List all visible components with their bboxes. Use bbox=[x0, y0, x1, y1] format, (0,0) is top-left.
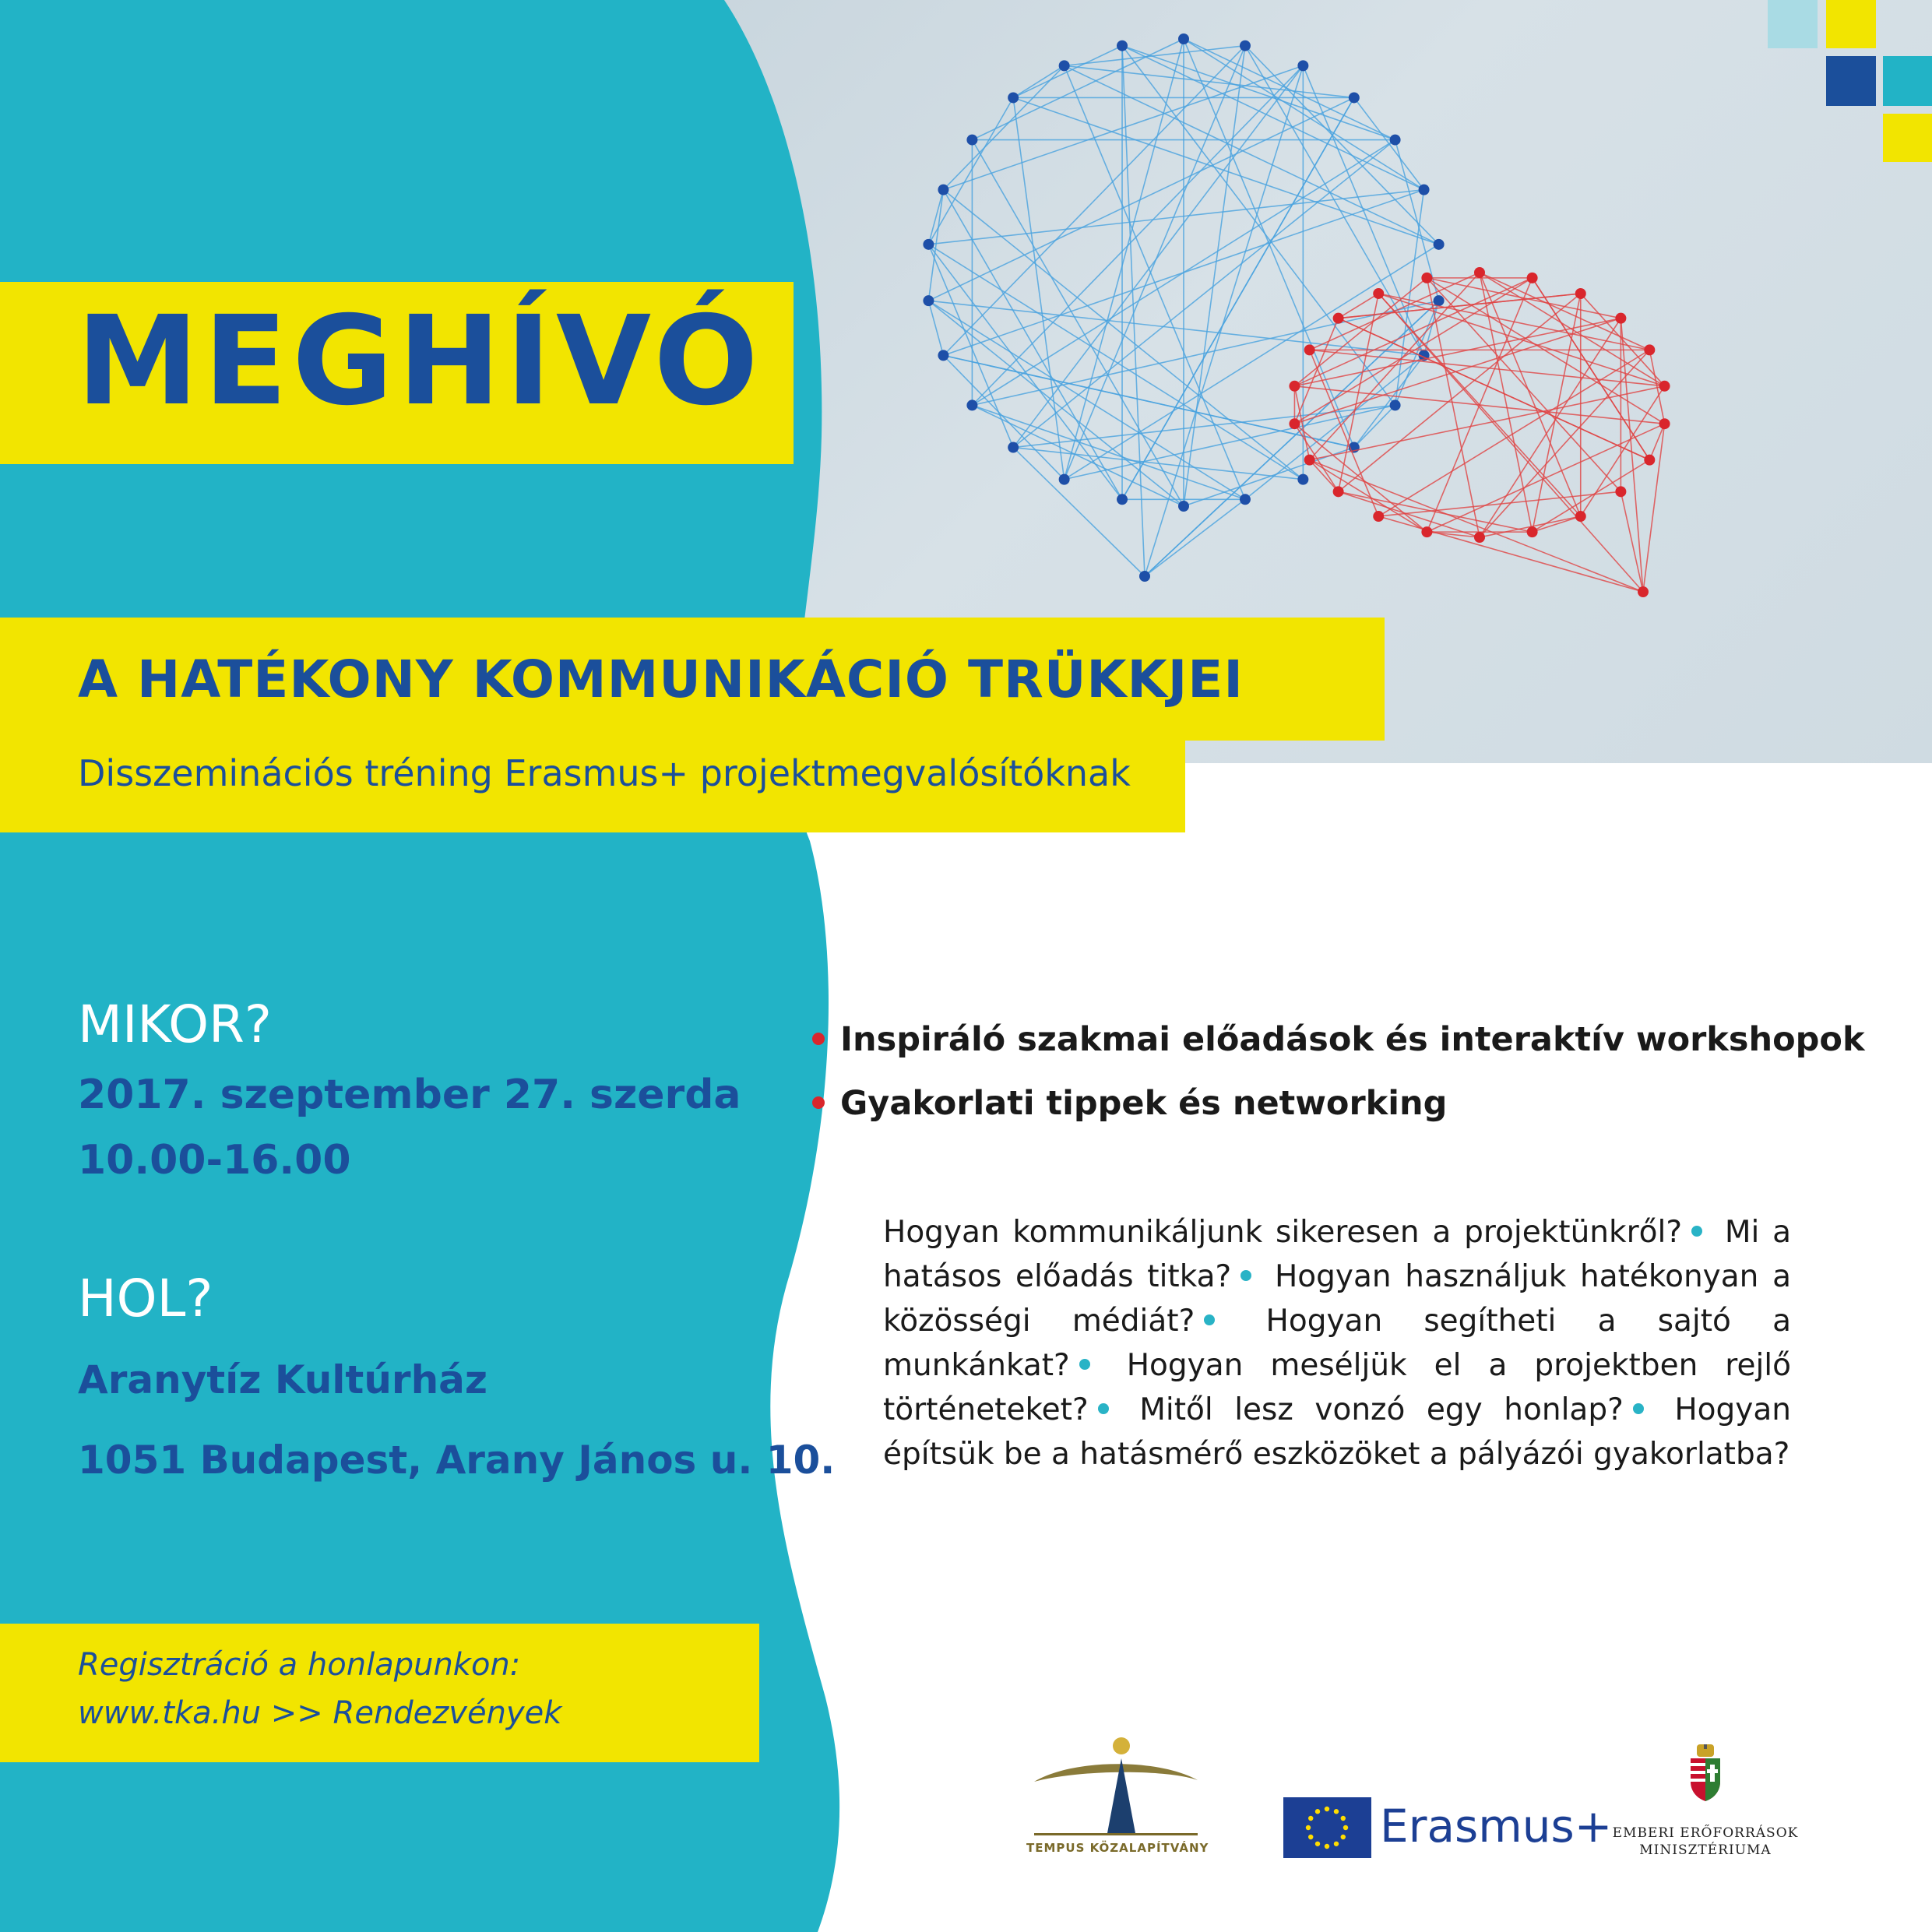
event-time: 10.00-16.00 bbox=[78, 1137, 351, 1184]
eu-star-icon bbox=[1325, 1844, 1329, 1849]
eu-star-icon bbox=[1315, 1809, 1320, 1814]
where-label: HOL? bbox=[78, 1269, 213, 1328]
eu-star-icon bbox=[1343, 1825, 1348, 1830]
highlight-item: Gyakorlati tippek és networking bbox=[812, 1087, 1447, 1121]
corner-square-light-teal bbox=[1768, 0, 1818, 48]
venue-name: Aranytíz Kultúrház bbox=[78, 1357, 488, 1402]
question-text: Mi a hatásos előadás titka? bbox=[883, 1215, 1791, 1294]
tempus-logo bbox=[1026, 1735, 1209, 1860]
registration-line-1: Regisztráció a honlapunkon: bbox=[78, 1647, 521, 1683]
corner-square-yellow bbox=[1826, 0, 1876, 48]
teal-bullet-icon bbox=[1691, 1226, 1702, 1237]
eu-star-icon bbox=[1306, 1825, 1311, 1830]
red-bullet-icon bbox=[812, 1096, 825, 1109]
teal-bullet-icon bbox=[1633, 1403, 1644, 1414]
tempus-emblem-icon bbox=[1026, 1735, 1205, 1841]
eu-star-icon bbox=[1315, 1842, 1320, 1846]
corner-square-teal bbox=[1883, 56, 1932, 106]
teal-bullet-icon bbox=[1240, 1270, 1251, 1281]
emmi-caption-line-1: EMBERI ERŐFORRÁSOK bbox=[1612, 1825, 1799, 1841]
teal-bullet-icon bbox=[1204, 1314, 1215, 1325]
eu-flag-icon bbox=[1283, 1797, 1371, 1858]
question-text: Mitől lesz vonzó egy honlap? bbox=[1139, 1392, 1624, 1427]
eu-star-icon bbox=[1325, 1807, 1329, 1811]
question-text: Hogyan használjuk hatékonyan a közösségi médiát? bbox=[883, 1259, 1791, 1339]
questions-paragraph bbox=[883, 1210, 1791, 1476]
tempus-caption: TEMPUS KÖZALAPÍTVÁNY bbox=[1026, 1841, 1209, 1855]
teal-bullet-icon bbox=[1079, 1359, 1090, 1370]
hungarian-coat-of-arms-icon bbox=[1686, 1744, 1725, 1802]
red-bullet-icon bbox=[812, 1033, 825, 1045]
emmi-logo bbox=[1604, 1744, 1807, 1861]
registration-bar bbox=[0, 1624, 759, 1762]
question-text: Hogyan építsük be a hatásmérő eszközöket a pályázói gyakorlatba? bbox=[883, 1392, 1791, 1472]
emmi-caption-line-2: MINISZTÉRIUMA bbox=[1639, 1842, 1772, 1858]
corner-square-yellow-2 bbox=[1883, 114, 1932, 162]
question-text: Hogyan kommunikáljunk sikeresen a projektünkről? bbox=[883, 1215, 1683, 1250]
venue-address: 1051 Budapest, Arany János u. 10. bbox=[78, 1438, 836, 1483]
question-text: Hogyan meséljük el a projektben rejlő történeteket? bbox=[883, 1348, 1791, 1427]
registration-link[interactable]: www.tka.hu >> Rendezvények bbox=[78, 1695, 562, 1731]
teal-bullet-icon bbox=[1098, 1403, 1109, 1414]
eu-star-icon bbox=[1308, 1816, 1313, 1821]
eu-star-icon bbox=[1341, 1816, 1346, 1821]
eu-star-icon bbox=[1334, 1842, 1339, 1846]
question-text: Hogyan segítheti a sajtó a munkánkat? bbox=[883, 1304, 1792, 1383]
eu-star-icon bbox=[1334, 1809, 1339, 1814]
event-date: 2017. szeptember 27. szerda bbox=[78, 1072, 741, 1118]
erasmus-logo-text: Erasmus+ bbox=[1380, 1800, 1613, 1853]
event-title: A HATÉKONY KOMMUNIKÁCIÓ TRÜKKJEI bbox=[78, 649, 1244, 709]
eu-star-icon bbox=[1308, 1835, 1313, 1839]
highlight-item: Inspiráló szakmai előadások és interaktív workshopok bbox=[812, 1023, 1865, 1057]
corner-square-navy bbox=[1826, 56, 1876, 106]
when-label: MIKOR? bbox=[78, 994, 272, 1054]
event-subtitle: Disszeminációs tréning Erasmus+ projektmegvalósítóknak bbox=[78, 752, 1131, 794]
eu-star-icon bbox=[1341, 1835, 1346, 1839]
page-title: MEGHÍVÓ bbox=[76, 290, 763, 433]
